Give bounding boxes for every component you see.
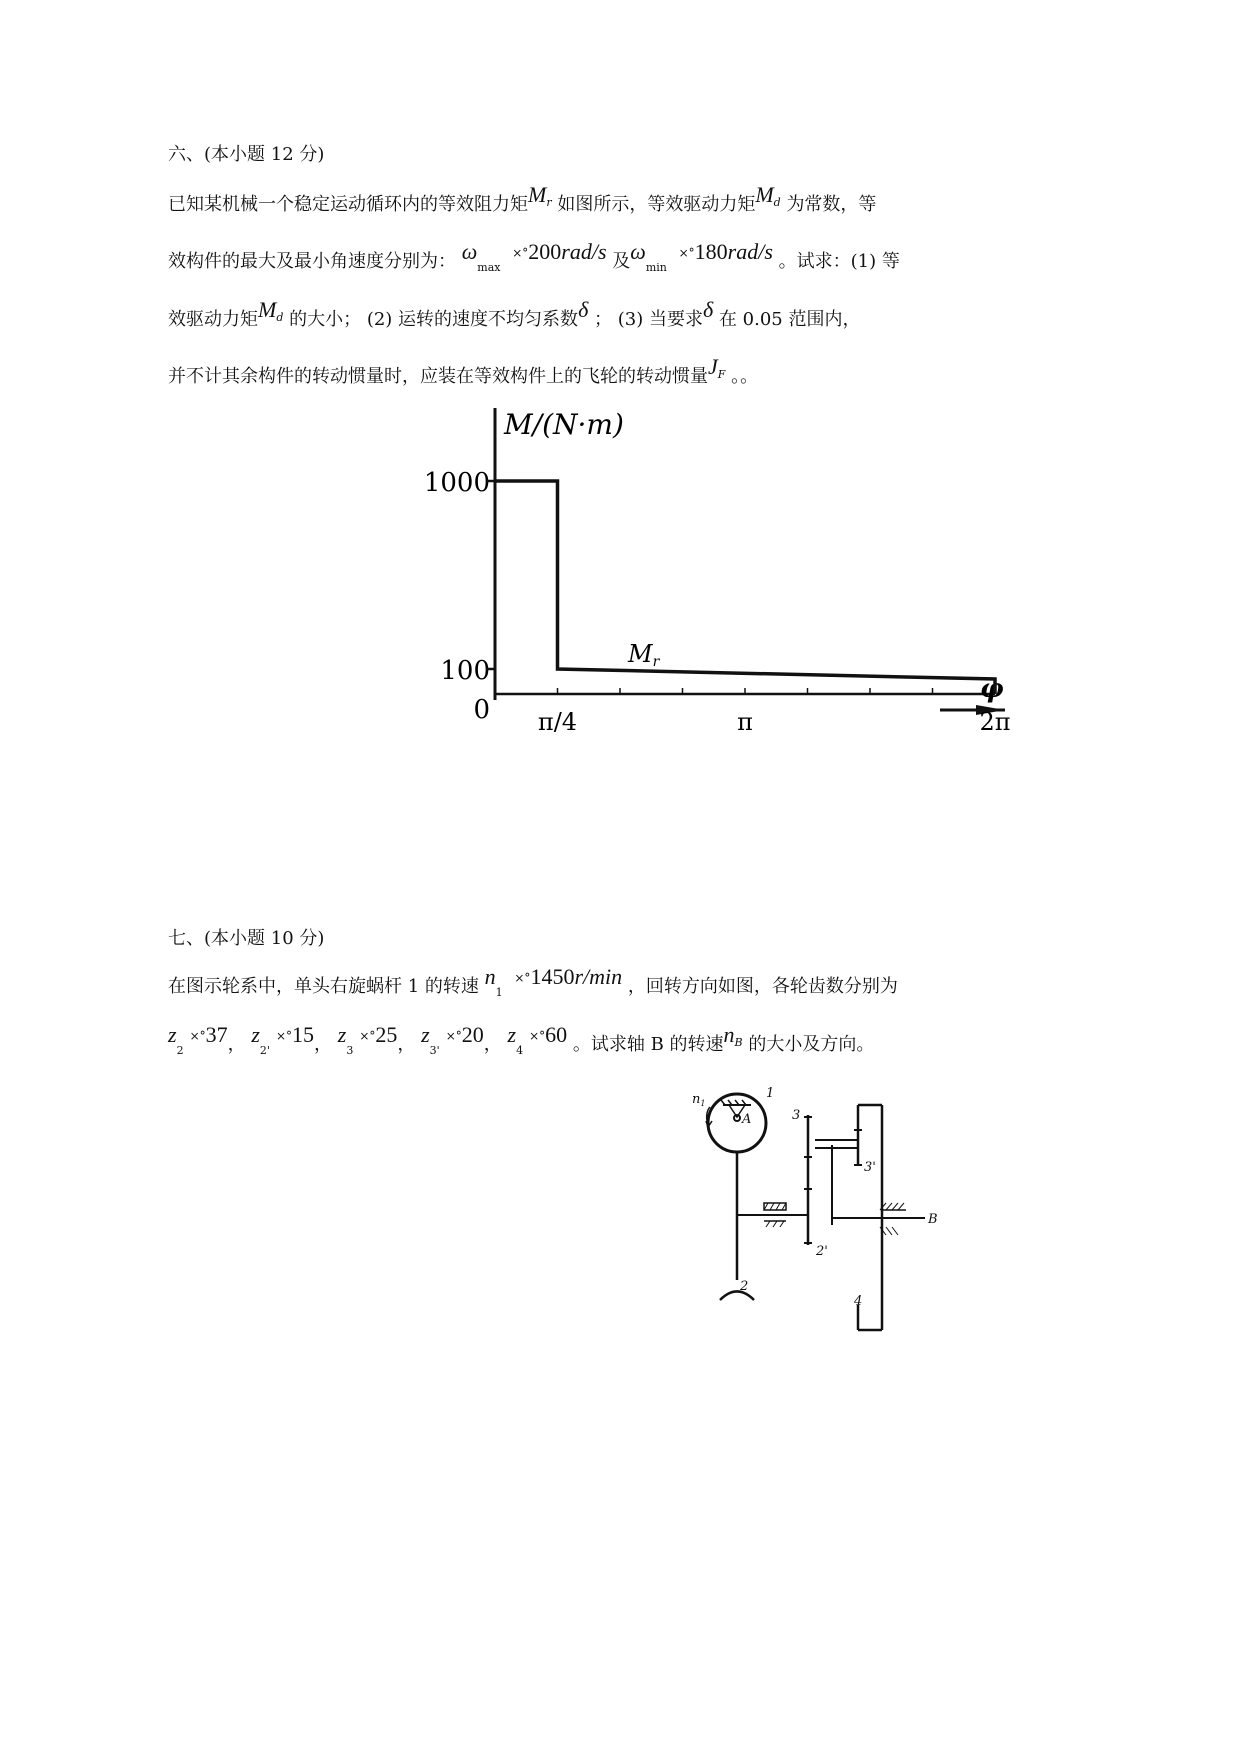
svg-text:3: 3 xyxy=(792,1108,801,1123)
y-tick-label: 1000 xyxy=(423,468,490,498)
svg-text:A: A xyxy=(742,1112,752,1127)
svg-text:4: 4 xyxy=(854,1294,863,1309)
q7-heading: 七、(本小题 10 分) xyxy=(168,928,325,949)
q7-line-2: $z_2^{\times^\circ}37$， $z_{2'}^{\times^\circ}15$， $z_3^{\times^\circ}25$， $z_{3'}^{\times^\circ}20$， $z_4^{\times^\circ}60$ 。试求轴 B 的转速$n^B$ 的大小及方向。 xyxy=(168,1022,875,1057)
gear-train-diagram xyxy=(680,1085,950,1345)
svg-text:n1: $n_1$ xyxy=(692,1092,706,1108)
q6-line-2: 效构件的最大及最小角速度分别为： $\omega_{max}$ ×°200rad/s 及$\omega_{min}$ ×°180rad/s 。试求：(1) 等 xyxy=(168,239,900,274)
q6-line-1: 已知某机械一个稳定运动循环内的等效阻力矩$M^r$ 如图所示，等效驱动力矩$M^d$ 为常数，等 xyxy=(168,182,877,215)
q6-line-3: 效驱动力矩$M^d$ 的大小； (2) 运转的速度不均匀系数δ ； (3) 当要求δ 在 0.05 范围内， xyxy=(168,297,861,330)
y-axis-label: M/(N·m) xyxy=(504,408,624,441)
svg-text:3': 3' xyxy=(864,1160,876,1175)
q6-heading: 六、(本小题 12 分) xyxy=(168,144,325,165)
svg-text:B: B xyxy=(928,1212,938,1227)
mr-curve xyxy=(495,481,995,694)
svg-text:2: 2 xyxy=(740,1279,749,1294)
x-axis-label: φ xyxy=(980,674,1004,704)
x-tick-label: 2π xyxy=(979,708,1011,736)
series-label: Mr xyxy=(628,640,660,670)
svg-text:1: 1 xyxy=(766,1086,775,1101)
x-tick-label: π xyxy=(737,708,753,736)
moment-chart xyxy=(420,400,1020,745)
x-tick-label: π/4 xyxy=(537,708,578,736)
q7-line-1: 在图示轮系中，单头右旋蜗杆 1 的转速 $n_1$ ×°1450r/min ，回转方向如图，各轮齿数分别为 xyxy=(168,964,898,999)
y-tick-label: 0 xyxy=(473,695,490,725)
svg-text:2': 2' xyxy=(816,1244,828,1259)
gear-2 xyxy=(720,1292,754,1301)
q6-line-4: 并不计其余构件的转动惯量时，应装在等效构件上的飞轮的转动惯量$J^F$ 。。 xyxy=(168,354,759,387)
y-tick-label: 100 xyxy=(440,656,490,686)
